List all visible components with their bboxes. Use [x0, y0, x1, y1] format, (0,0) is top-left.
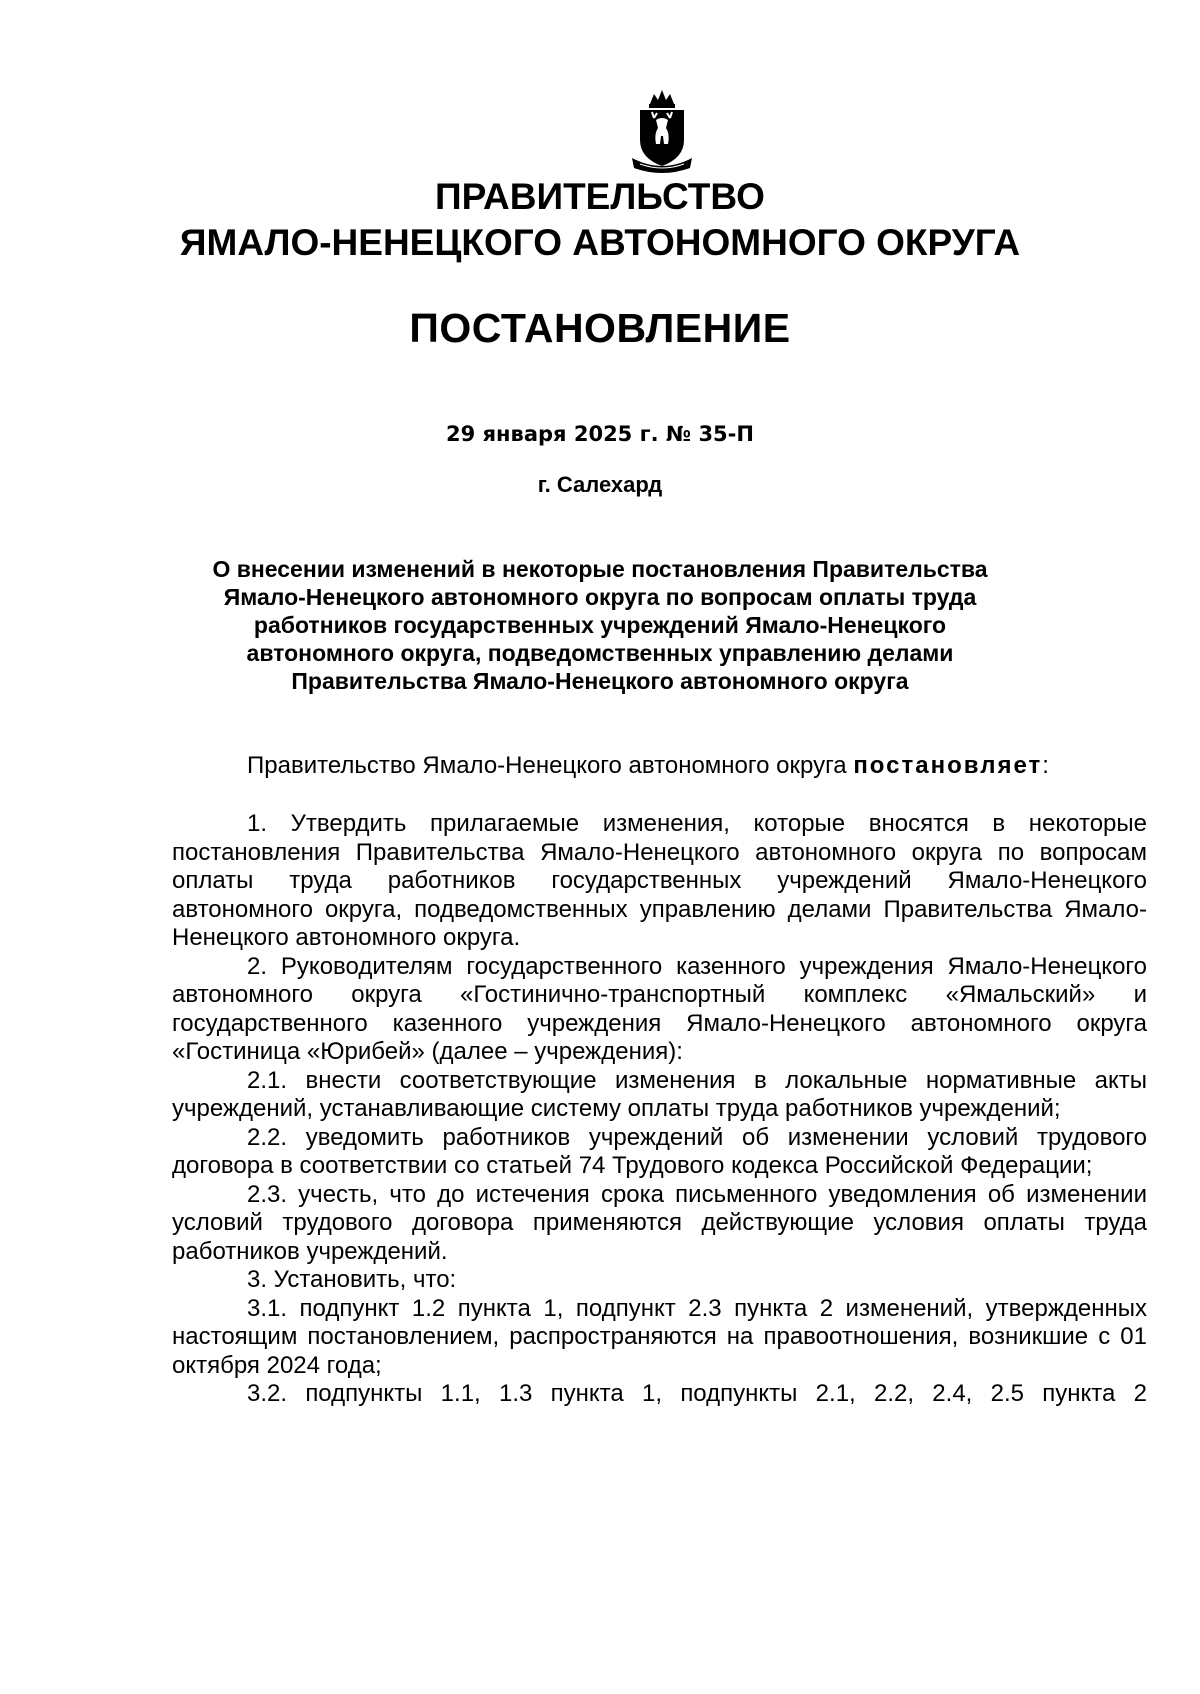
- document-city: г. Салехард: [537, 472, 663, 497]
- preamble-emphasis: постановляет: [853, 752, 1043, 779]
- preamble-suffix: :: [1042, 752, 1049, 779]
- subject-line: Правительства Ямало-Ненецкого автономного округа: [291, 668, 909, 694]
- paragraph: 2. Руководителям государственного казенного учреждения Ямало-Ненецкого автономного округа «Гостинично-транспортный комплекс «Ямальский» и государственного казенного учреждения Ямало-Ненецкого автономного округа «Гостиница «Юрибей» (далее – учреждения):: [172, 952, 1147, 1065]
- paragraph: 3. Установить, что:: [247, 1266, 457, 1293]
- subject-line: Ямало-Ненецкого автономного округа по вопросам оплаты труда: [223, 584, 977, 610]
- government-title-line2: ЯМАЛО-НЕНЕЦКОГО АВТОНОМНОГО ОКРУГА: [179, 222, 1021, 263]
- document-type: ПОСТАНОВЛЕНИЕ: [409, 305, 791, 351]
- government-title-line1: ПРАВИТЕЛЬСТВО: [435, 176, 765, 217]
- yamal-nenets-coat-of-arms-icon: [630, 88, 694, 174]
- paragraph: 2.3. учесть, что до истечения срока письменного уведомления об изменении условий трудового договора применяются действующие условия оплаты труда работников учреждений.: [172, 1180, 1147, 1265]
- paragraph: 3.1. подпункт 1.2 пункта 1, подпункт 2.3 пункта 2 изменений, утвержденных настоящим постановлением, распространяются на правоотношения, возникшие с 01 октября 2024 года;: [172, 1294, 1147, 1379]
- paragraph: 3.2. подпункты 1.1, 1.3 пункта 1, подпункты 2.1, 2.2, 2.4, 2.5 пункта 2: [247, 1380, 1147, 1407]
- document-subject: [160, 555, 1040, 695]
- subject-line: О внесении изменений в некоторые постановления Правительства: [212, 556, 988, 582]
- government-title: [0, 174, 1200, 266]
- subject-line: работников государственных учреждений Ямало-Ненецкого: [253, 612, 947, 638]
- document-body: [172, 810, 1147, 1409]
- paragraph: 1. Утвердить прилагаемые изменения, которые вносятся в некоторые постановления Правительства Ямало-Ненецкого автономного округа по вопросам оплаты труда работников государственных учреждений Ямало-Ненецкого автономного округа, подведомственных управлению делами Правительства Ямало-Ненецкого автономного округа.: [172, 810, 1147, 951]
- preamble-text: Правительство Ямало-Ненецкого автономного округа: [247, 752, 854, 779]
- paragraph: 2.1. внести соответствующие изменения в локальные нормативные акты учреждений, устанавливающие систему оплаты труда работников учреждений;: [172, 1066, 1147, 1122]
- subject-line: автономного округа, подведомственных управлению делами: [246, 640, 954, 666]
- document-date-number: 29 января 2025 г. № 35-П: [446, 422, 754, 446]
- preamble: [247, 752, 1147, 780]
- paragraph: 2.2. уведомить работников учреждений об изменении условий трудового договора в соответствии со статьей 74 Трудового кодекса Российской Федерации;: [172, 1123, 1147, 1179]
